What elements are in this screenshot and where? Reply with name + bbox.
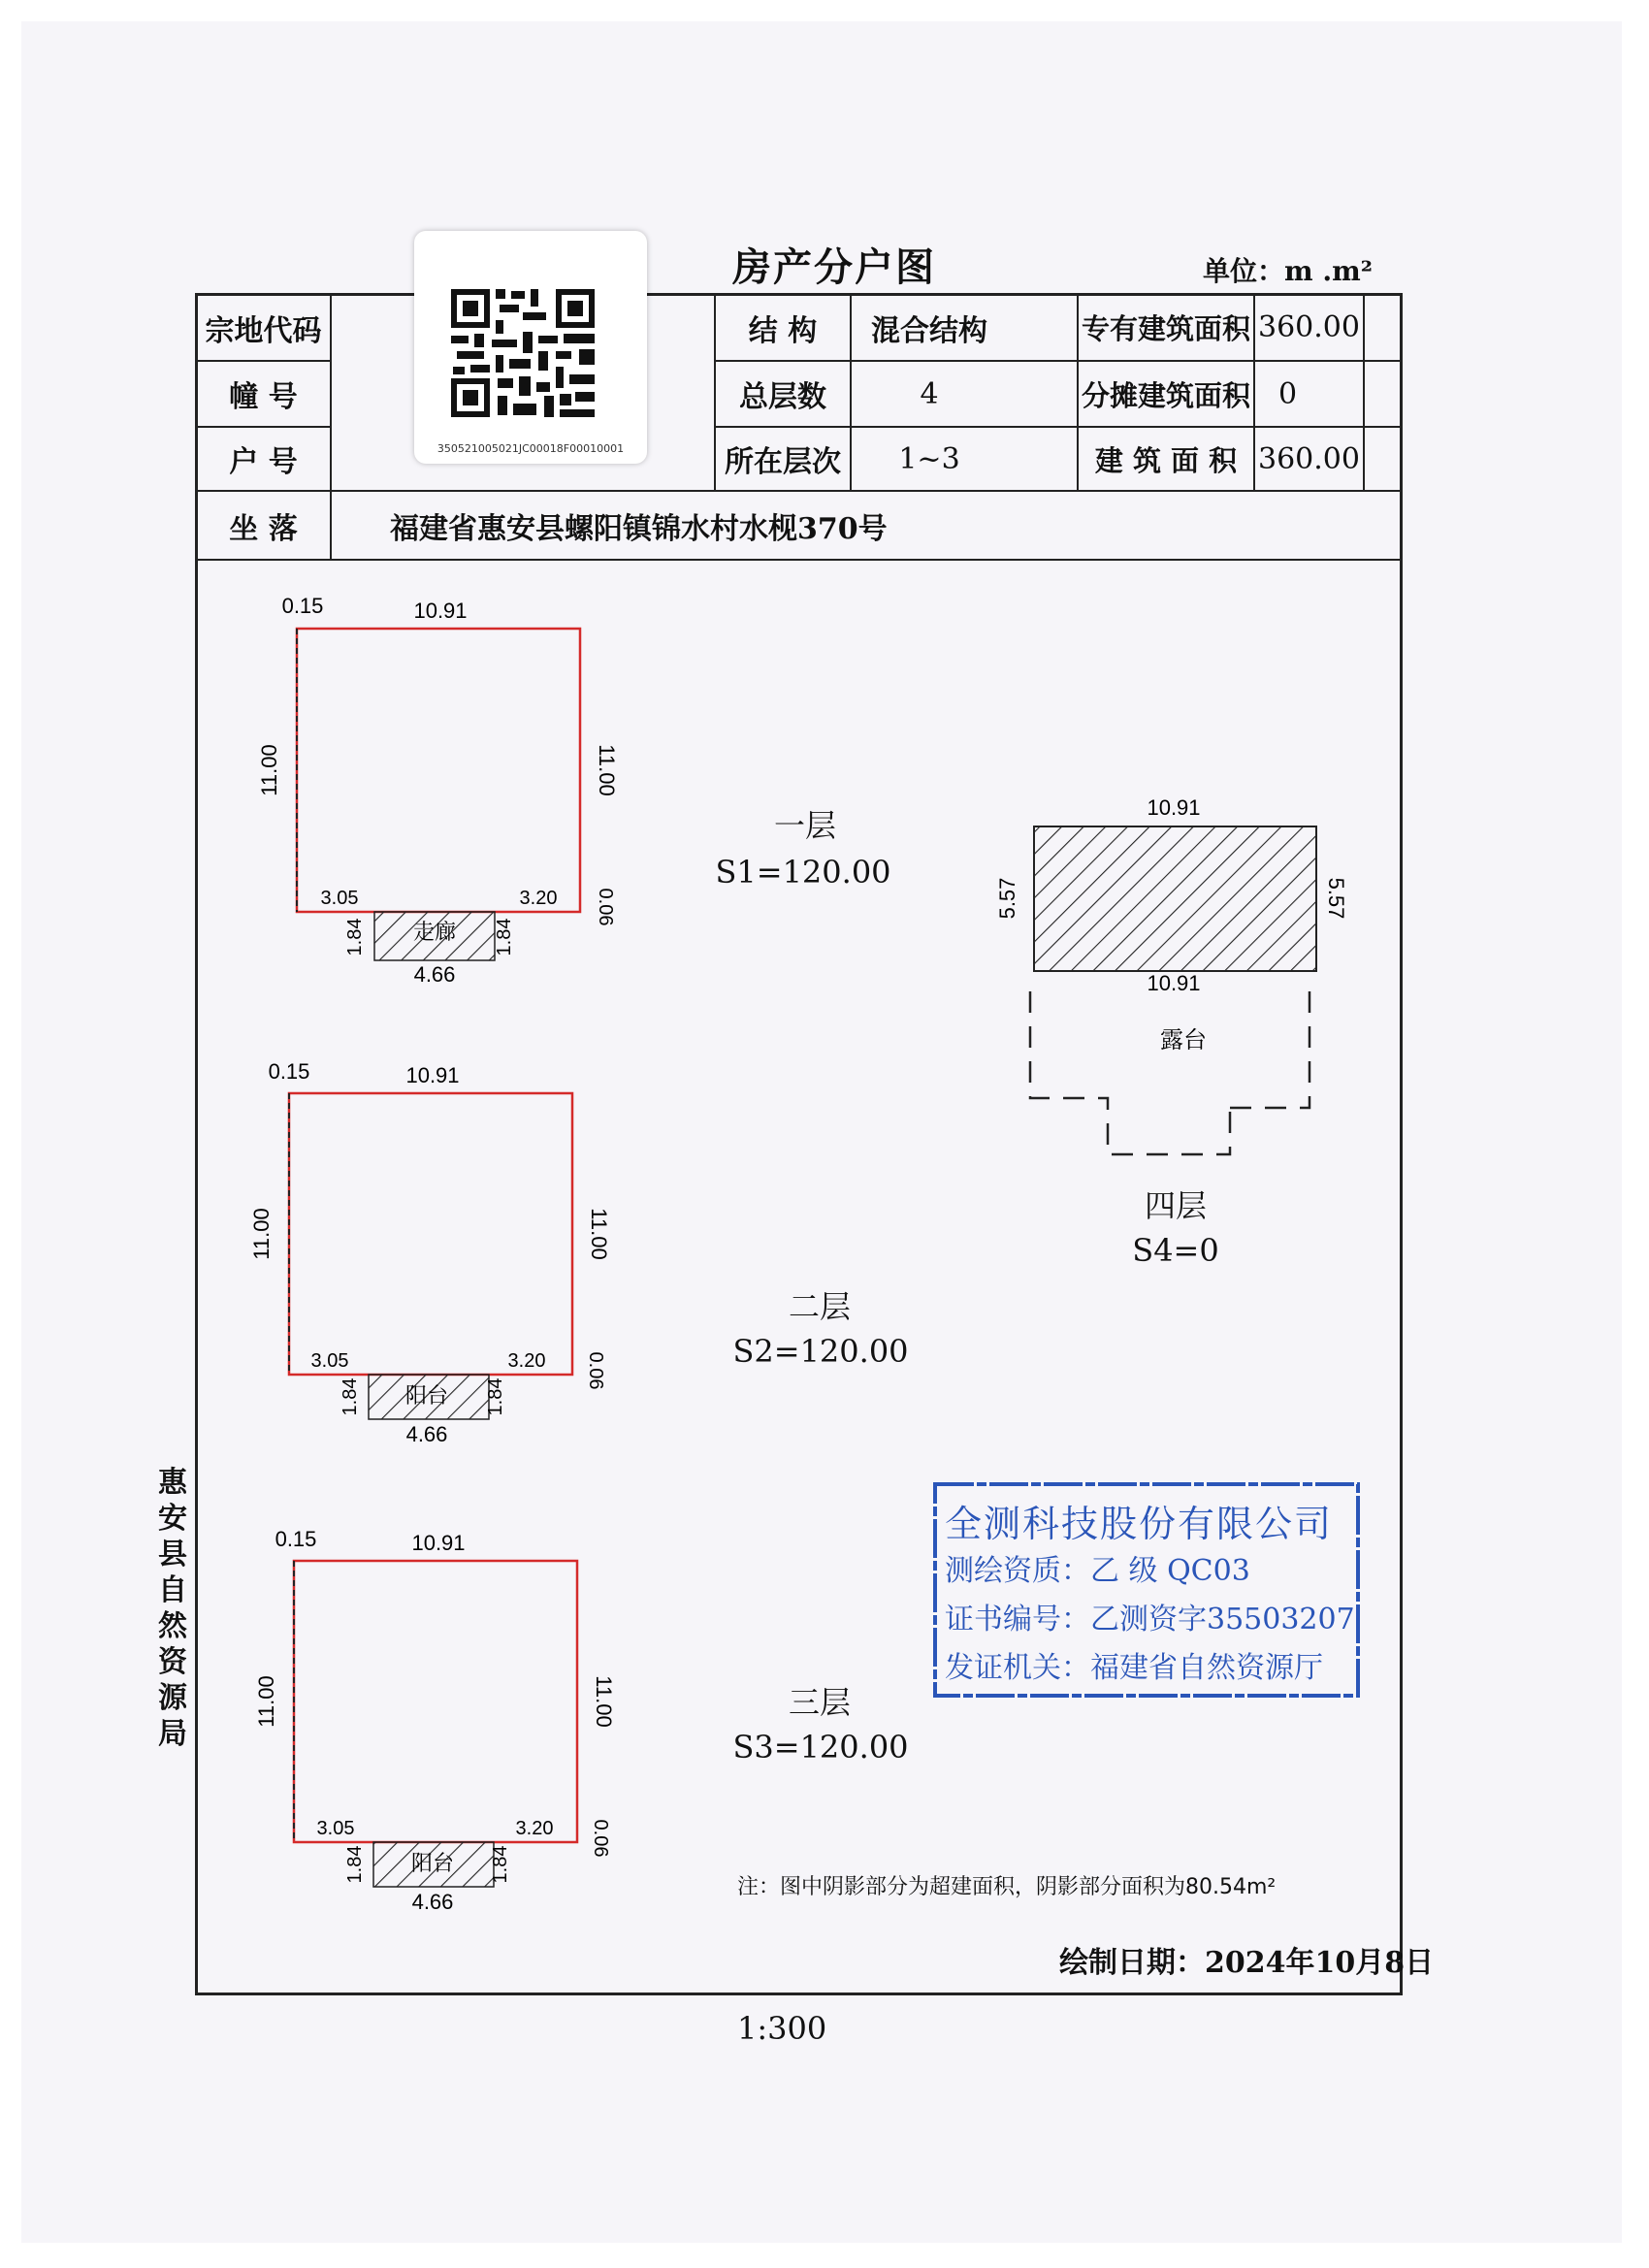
- dim-depth-left: 11.00: [254, 1675, 278, 1728]
- floor-2-area: S2=120.00: [732, 1333, 909, 1370]
- dim-annex-width: 4.66: [411, 1890, 454, 1914]
- dim-annex-depth-left: 1.84: [344, 1845, 366, 1884]
- exclusive-area-label: 专有建筑面积: [1081, 312, 1250, 345]
- structure-value: 混合结构: [871, 313, 987, 348]
- dim-depth-right: 11.00: [592, 1675, 616, 1728]
- qr-code-text: 350521005021JC00018F00010001: [436, 442, 625, 455]
- dim-annex-depth-right: 1.84: [494, 918, 515, 956]
- floor-2-annex-label: 阳台: [404, 1383, 449, 1408]
- stamp-qualification: 测绘资质：乙 级 QC03: [945, 1554, 1250, 1588]
- dim-depth-right: 11.00: [595, 744, 619, 796]
- dim-annex-depth-right: 1.84: [490, 1845, 511, 1884]
- dim-offset: 0.06: [595, 888, 616, 926]
- dim-annex-depth-left: 1.84: [344, 918, 366, 956]
- total-floors-value: 4: [920, 376, 939, 411]
- dim-width: 10.91: [1147, 795, 1201, 820]
- floor-4-plan: [995, 795, 1348, 1154]
- floor-4-name: 四层: [1144, 1187, 1207, 1224]
- dim-right-seg: 3.20: [515, 1818, 554, 1839]
- company-stamp: [933, 1482, 1360, 1698]
- dim-width: 10.91: [413, 599, 468, 623]
- floor-2-plan: [249, 1059, 611, 1446]
- dim-annex-depth-left: 1.84: [340, 1377, 361, 1416]
- floor-2-outline: [289, 1093, 572, 1375]
- floor-2-name: 二层: [788, 1288, 851, 1325]
- floor-3-outline: [294, 1561, 577, 1842]
- dim-offset: 0.06: [585, 1351, 606, 1390]
- dim-offset: 0.06: [590, 1819, 611, 1858]
- dim-depth-left: 11.00: [257, 744, 281, 796]
- floor-3-annex-label: 阳台: [410, 1851, 455, 1875]
- structure-label: 结 构: [748, 313, 818, 348]
- floor-4-hatched-area: [1034, 826, 1316, 971]
- floor-1-name: 一层: [773, 807, 836, 844]
- dim-left-seg: 3.05: [320, 888, 359, 909]
- dim-left-seg: 3.05: [310, 1350, 349, 1372]
- dim-left-seg: 3.05: [316, 1818, 355, 1839]
- dim-annex-depth-right: 1.84: [485, 1377, 506, 1416]
- dim-roof-depth-left: 5.57: [995, 877, 1019, 920]
- building-area-label: 建 筑 面 积: [1094, 443, 1238, 477]
- shaded-area-note: 注：图中阴影部分为超建面积，阴影部分面积为80.54m²: [737, 1875, 1277, 1899]
- floor-4-area: S4=0: [1132, 1232, 1219, 1269]
- dim-right-seg: 3.20: [507, 1350, 546, 1372]
- dim-wall: 0.15: [281, 594, 324, 618]
- floor-1-area: S1=120.00: [715, 854, 891, 891]
- floor-1-outline: [297, 629, 580, 912]
- floor-3-name: 三层: [788, 1684, 851, 1721]
- stamp-issuer: 发证机关：福建省自然资源厅: [945, 1651, 1323, 1685]
- dim-depth-right: 11.00: [587, 1208, 611, 1260]
- dim-width: 10.91: [411, 1531, 466, 1555]
- dim-annex-width: 4.66: [413, 962, 456, 987]
- floor-1-annex-label: 走廊: [412, 920, 457, 944]
- dim-roof-depth-right: 5.57: [1324, 877, 1348, 920]
- dim-width: 10.91: [1147, 971, 1201, 995]
- floor-1-plan: [257, 594, 619, 987]
- dim-width: 10.91: [405, 1063, 460, 1087]
- shared-area-value: 0: [1278, 376, 1298, 411]
- unit-no-label: 户 号: [229, 445, 298, 479]
- floor-3-area: S3=120.00: [732, 1729, 909, 1766]
- dim-depth-left: 11.00: [249, 1208, 274, 1260]
- location-value: 福建省惠安县螺阳镇锦水村水枧370号: [390, 511, 888, 546]
- total-floors-label: 总层数: [739, 380, 826, 414]
- stamp-company: 全测科技股份有限公司: [945, 1503, 1334, 1545]
- drawing-scale: 1:300: [737, 2010, 827, 2047]
- floor-4-terrace-outline: [1030, 991, 1310, 1154]
- floor-4-annex-label: 露台: [1160, 1027, 1207, 1053]
- side-organization-label: 惠安县自然资源局: [158, 1466, 187, 1751]
- land-code-label: 宗地代码: [205, 313, 322, 348]
- exclusive-area-value: 360.00: [1258, 310, 1360, 344]
- location-label: 坐 落: [229, 511, 298, 546]
- floor-3-plan: [254, 1527, 616, 1914]
- document-title: 房产分户图: [732, 244, 936, 290]
- dim-annex-width: 4.66: [405, 1422, 448, 1446]
- dim-wall: 0.15: [268, 1059, 310, 1084]
- stamp-certificate: 证书编号：乙测资字35503207: [945, 1603, 1355, 1636]
- shared-area-label: 分摊建筑面积: [1081, 378, 1250, 412]
- floor-range-value: 1~3: [898, 441, 960, 476]
- dim-right-seg: 3.20: [519, 888, 558, 909]
- floor-range-label: 所在层次: [725, 445, 841, 479]
- building-area-value: 360.00: [1258, 441, 1360, 476]
- dim-wall: 0.15: [275, 1527, 317, 1551]
- unit-label: 单位：m .m²: [1203, 255, 1374, 287]
- building-no-label: 幢 号: [229, 380, 298, 414]
- drawing-date: 绘制日期：2024年10月8日: [1059, 1946, 1435, 1980]
